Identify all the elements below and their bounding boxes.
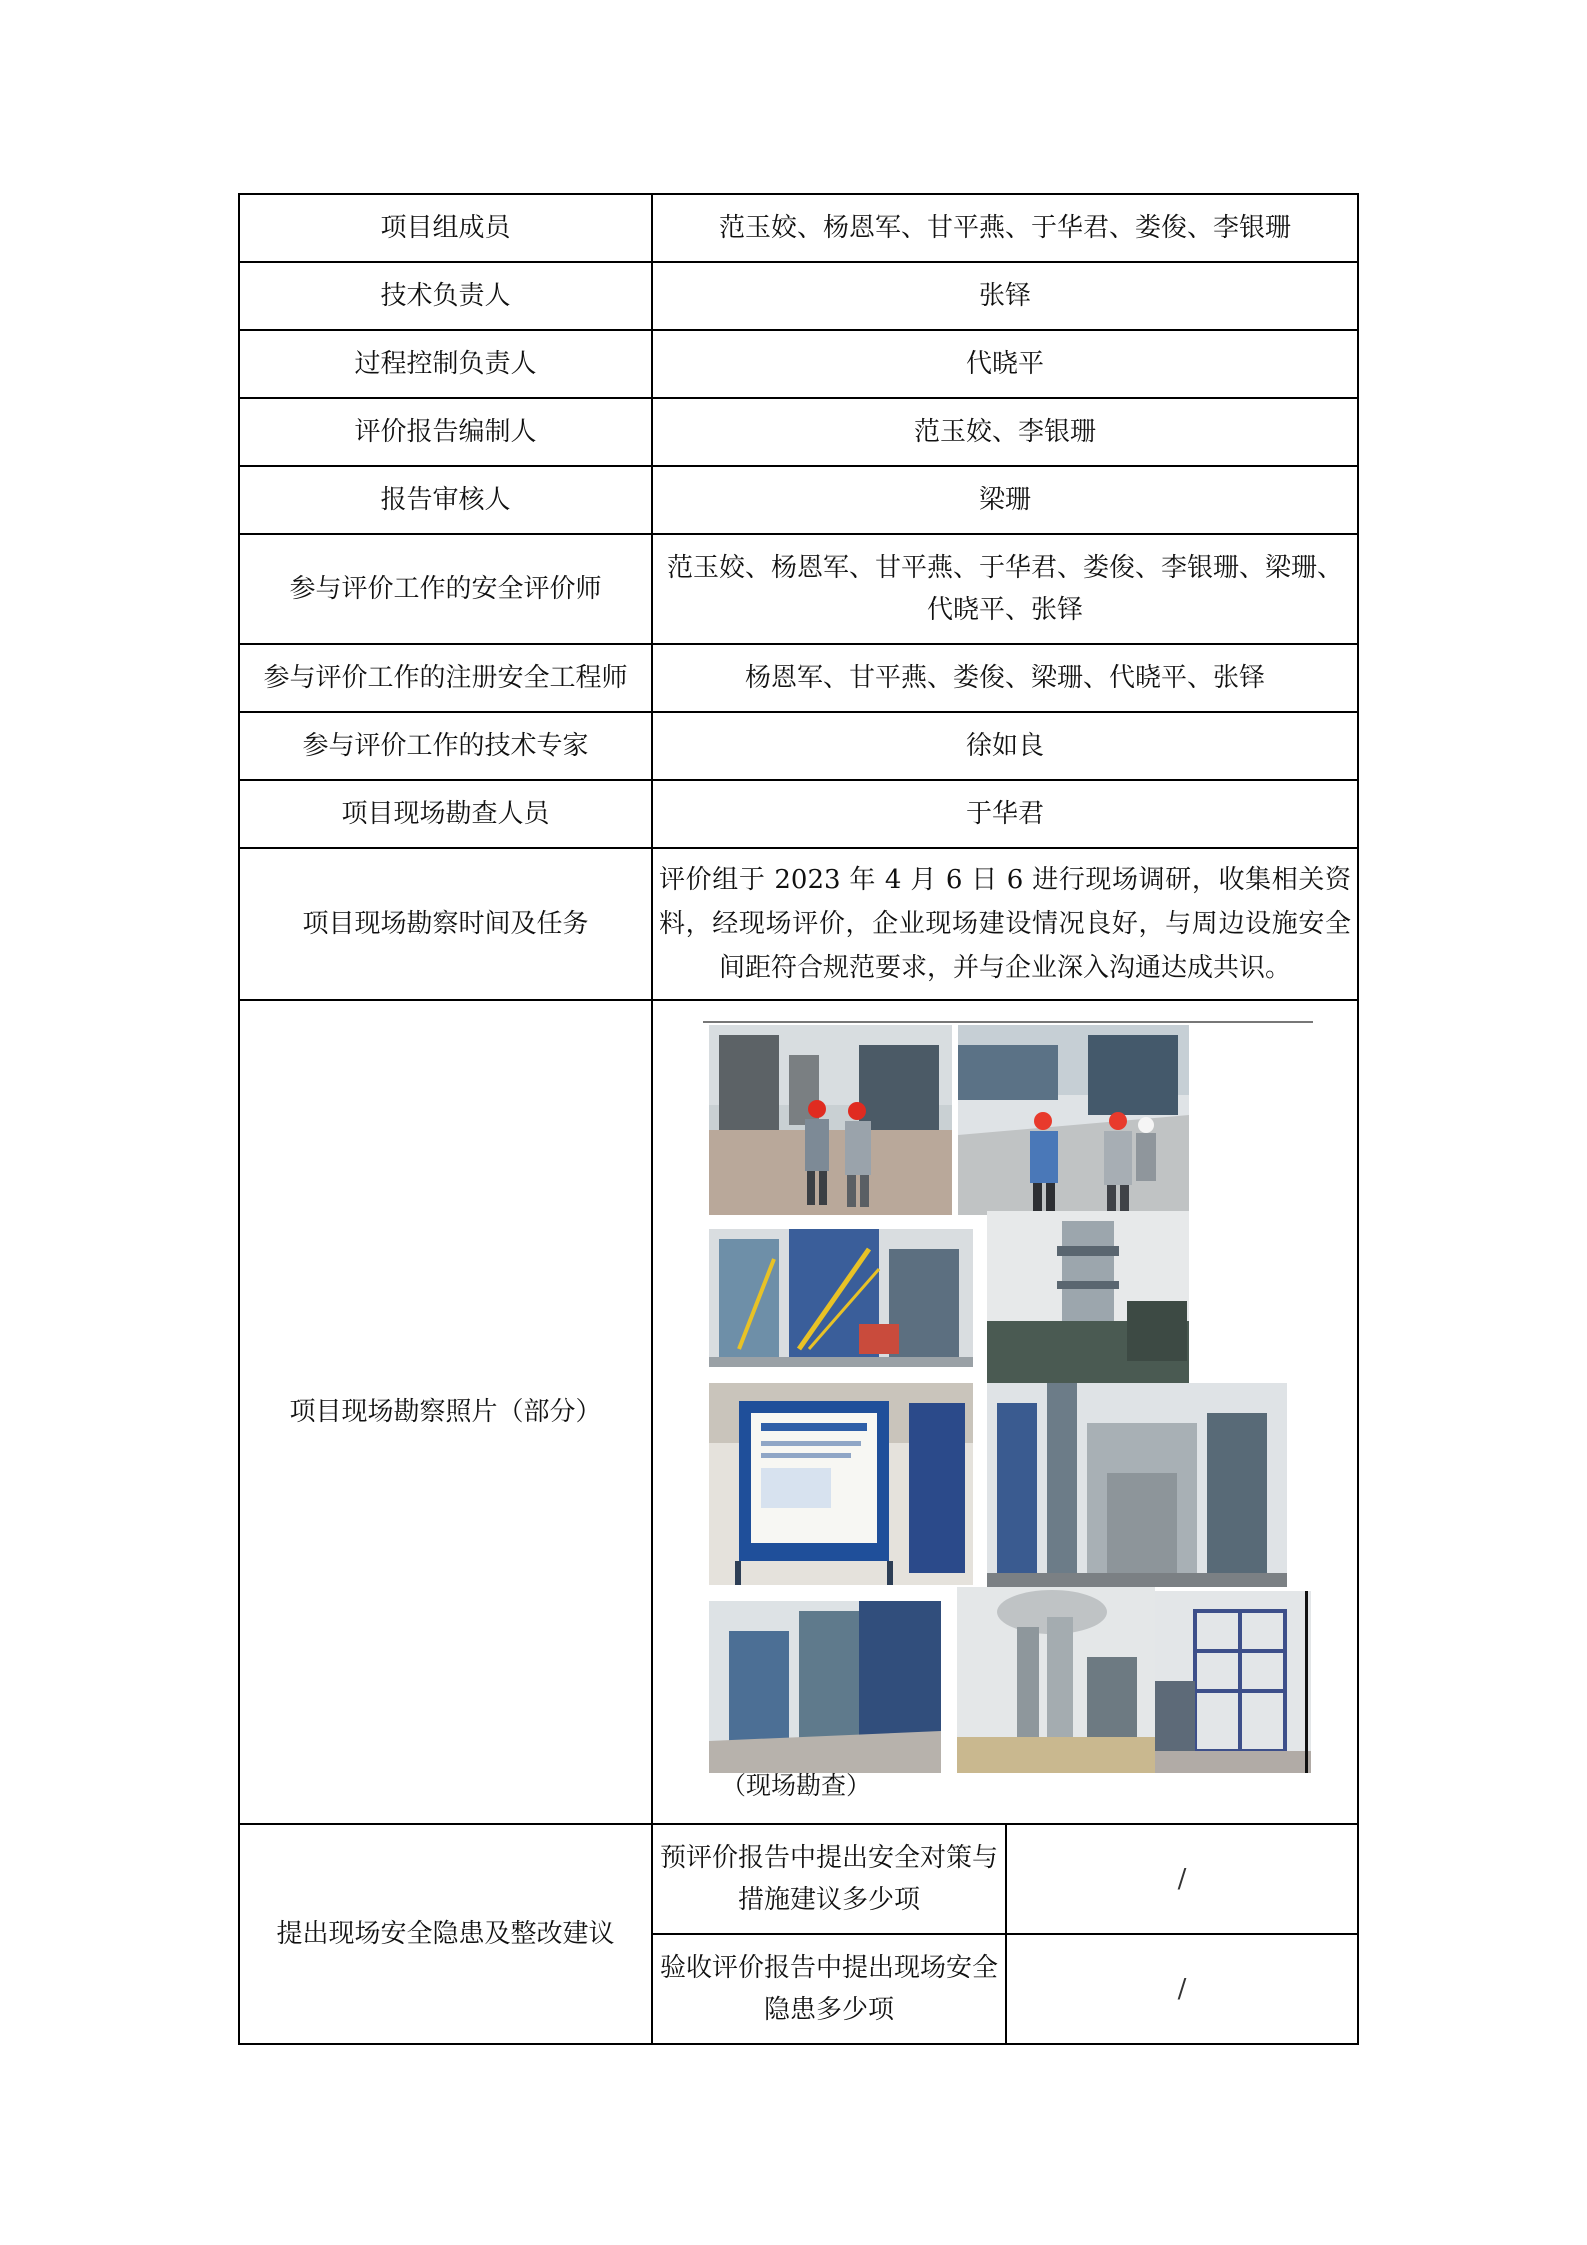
row-label: 评价报告编制人	[239, 398, 652, 466]
table-row	[239, 194, 1358, 262]
row-label: 报告审核人	[239, 466, 652, 534]
row-value: 评价组于 2023 年 4 月 6 日 6 进行现场调研，收集相关资料，经现场评价，企业现场建设情况良好，与周边设施安全间距符合规范要求，并与企业深入沟通达成共识。	[652, 848, 1358, 1000]
hazards-question: 预评价报告中提出安全对策与措施建议多少项	[652, 1824, 1006, 1934]
row-value: 范玉姣、杨恩军、甘平燕、于华君、娄俊、李银珊	[652, 194, 1358, 262]
site-photo-signboard	[709, 1383, 973, 1585]
row-value: 代晓平	[652, 330, 1358, 398]
hazards-row	[239, 1824, 1358, 1934]
site-photo-units	[709, 1601, 941, 1773]
row-label: 项目现场勘察时间及任务	[239, 848, 652, 1000]
table-row	[239, 780, 1358, 848]
table-row	[239, 330, 1358, 398]
row-label: 过程控制负责人	[239, 330, 652, 398]
table-row	[239, 534, 1358, 644]
row-label: 参与评价工作的技术专家	[239, 712, 652, 780]
photo-collage	[653, 1001, 1357, 1821]
table-row	[239, 466, 1358, 534]
photos-label: 项目现场勘察照片（部分）	[239, 1000, 652, 1824]
row-value: 徐如良	[652, 712, 1358, 780]
row-label: 技术负责人	[239, 262, 652, 330]
table-row	[239, 848, 1358, 1000]
site-photo-tower	[987, 1211, 1189, 1383]
row-label: 参与评价工作的注册安全工程师	[239, 644, 652, 712]
row-value: 范玉姣、李银珊	[652, 398, 1358, 466]
table-row	[239, 262, 1358, 330]
hazards-value: /	[1006, 1824, 1358, 1934]
site-photo-process-unit	[709, 1229, 973, 1367]
table-row	[239, 644, 1358, 712]
divider	[703, 1021, 1313, 1023]
site-photo-inspectors-2	[958, 1025, 1189, 1215]
site-photo-stacks	[957, 1587, 1155, 1773]
row-value: 张铎	[652, 262, 1358, 330]
hazards-question: 验收评价报告中提出现场安全隐患多少项	[652, 1934, 1006, 2044]
row-value: 于华君	[652, 780, 1358, 848]
photos-cell	[652, 1000, 1358, 1824]
info-table	[238, 193, 1359, 2045]
photos-caption: （现场勘查）	[721, 1771, 872, 1800]
row-label: 参与评价工作的安全评价师	[239, 534, 652, 644]
site-photo-inspectors-1	[709, 1025, 952, 1215]
site-photo-steel-structure	[1155, 1591, 1311, 1773]
row-value: 梁珊	[652, 466, 1358, 534]
table-row	[239, 398, 1358, 466]
site-photo-plant	[987, 1383, 1287, 1587]
row-label: 项目组成员	[239, 194, 652, 262]
row-value: 范玉姣、杨恩军、甘平燕、于华君、娄俊、李银珊、梁珊、代晓平、张铎	[652, 534, 1358, 644]
hazards-label: 提出现场安全隐患及整改建议	[239, 1824, 652, 2044]
table-row	[239, 712, 1358, 780]
row-value: 杨恩军、甘平燕、娄俊、梁珊、代晓平、张铎	[652, 644, 1358, 712]
hazards-value: /	[1006, 1934, 1358, 2044]
row-label: 项目现场勘查人员	[239, 780, 652, 848]
photos-row	[239, 1000, 1358, 1824]
